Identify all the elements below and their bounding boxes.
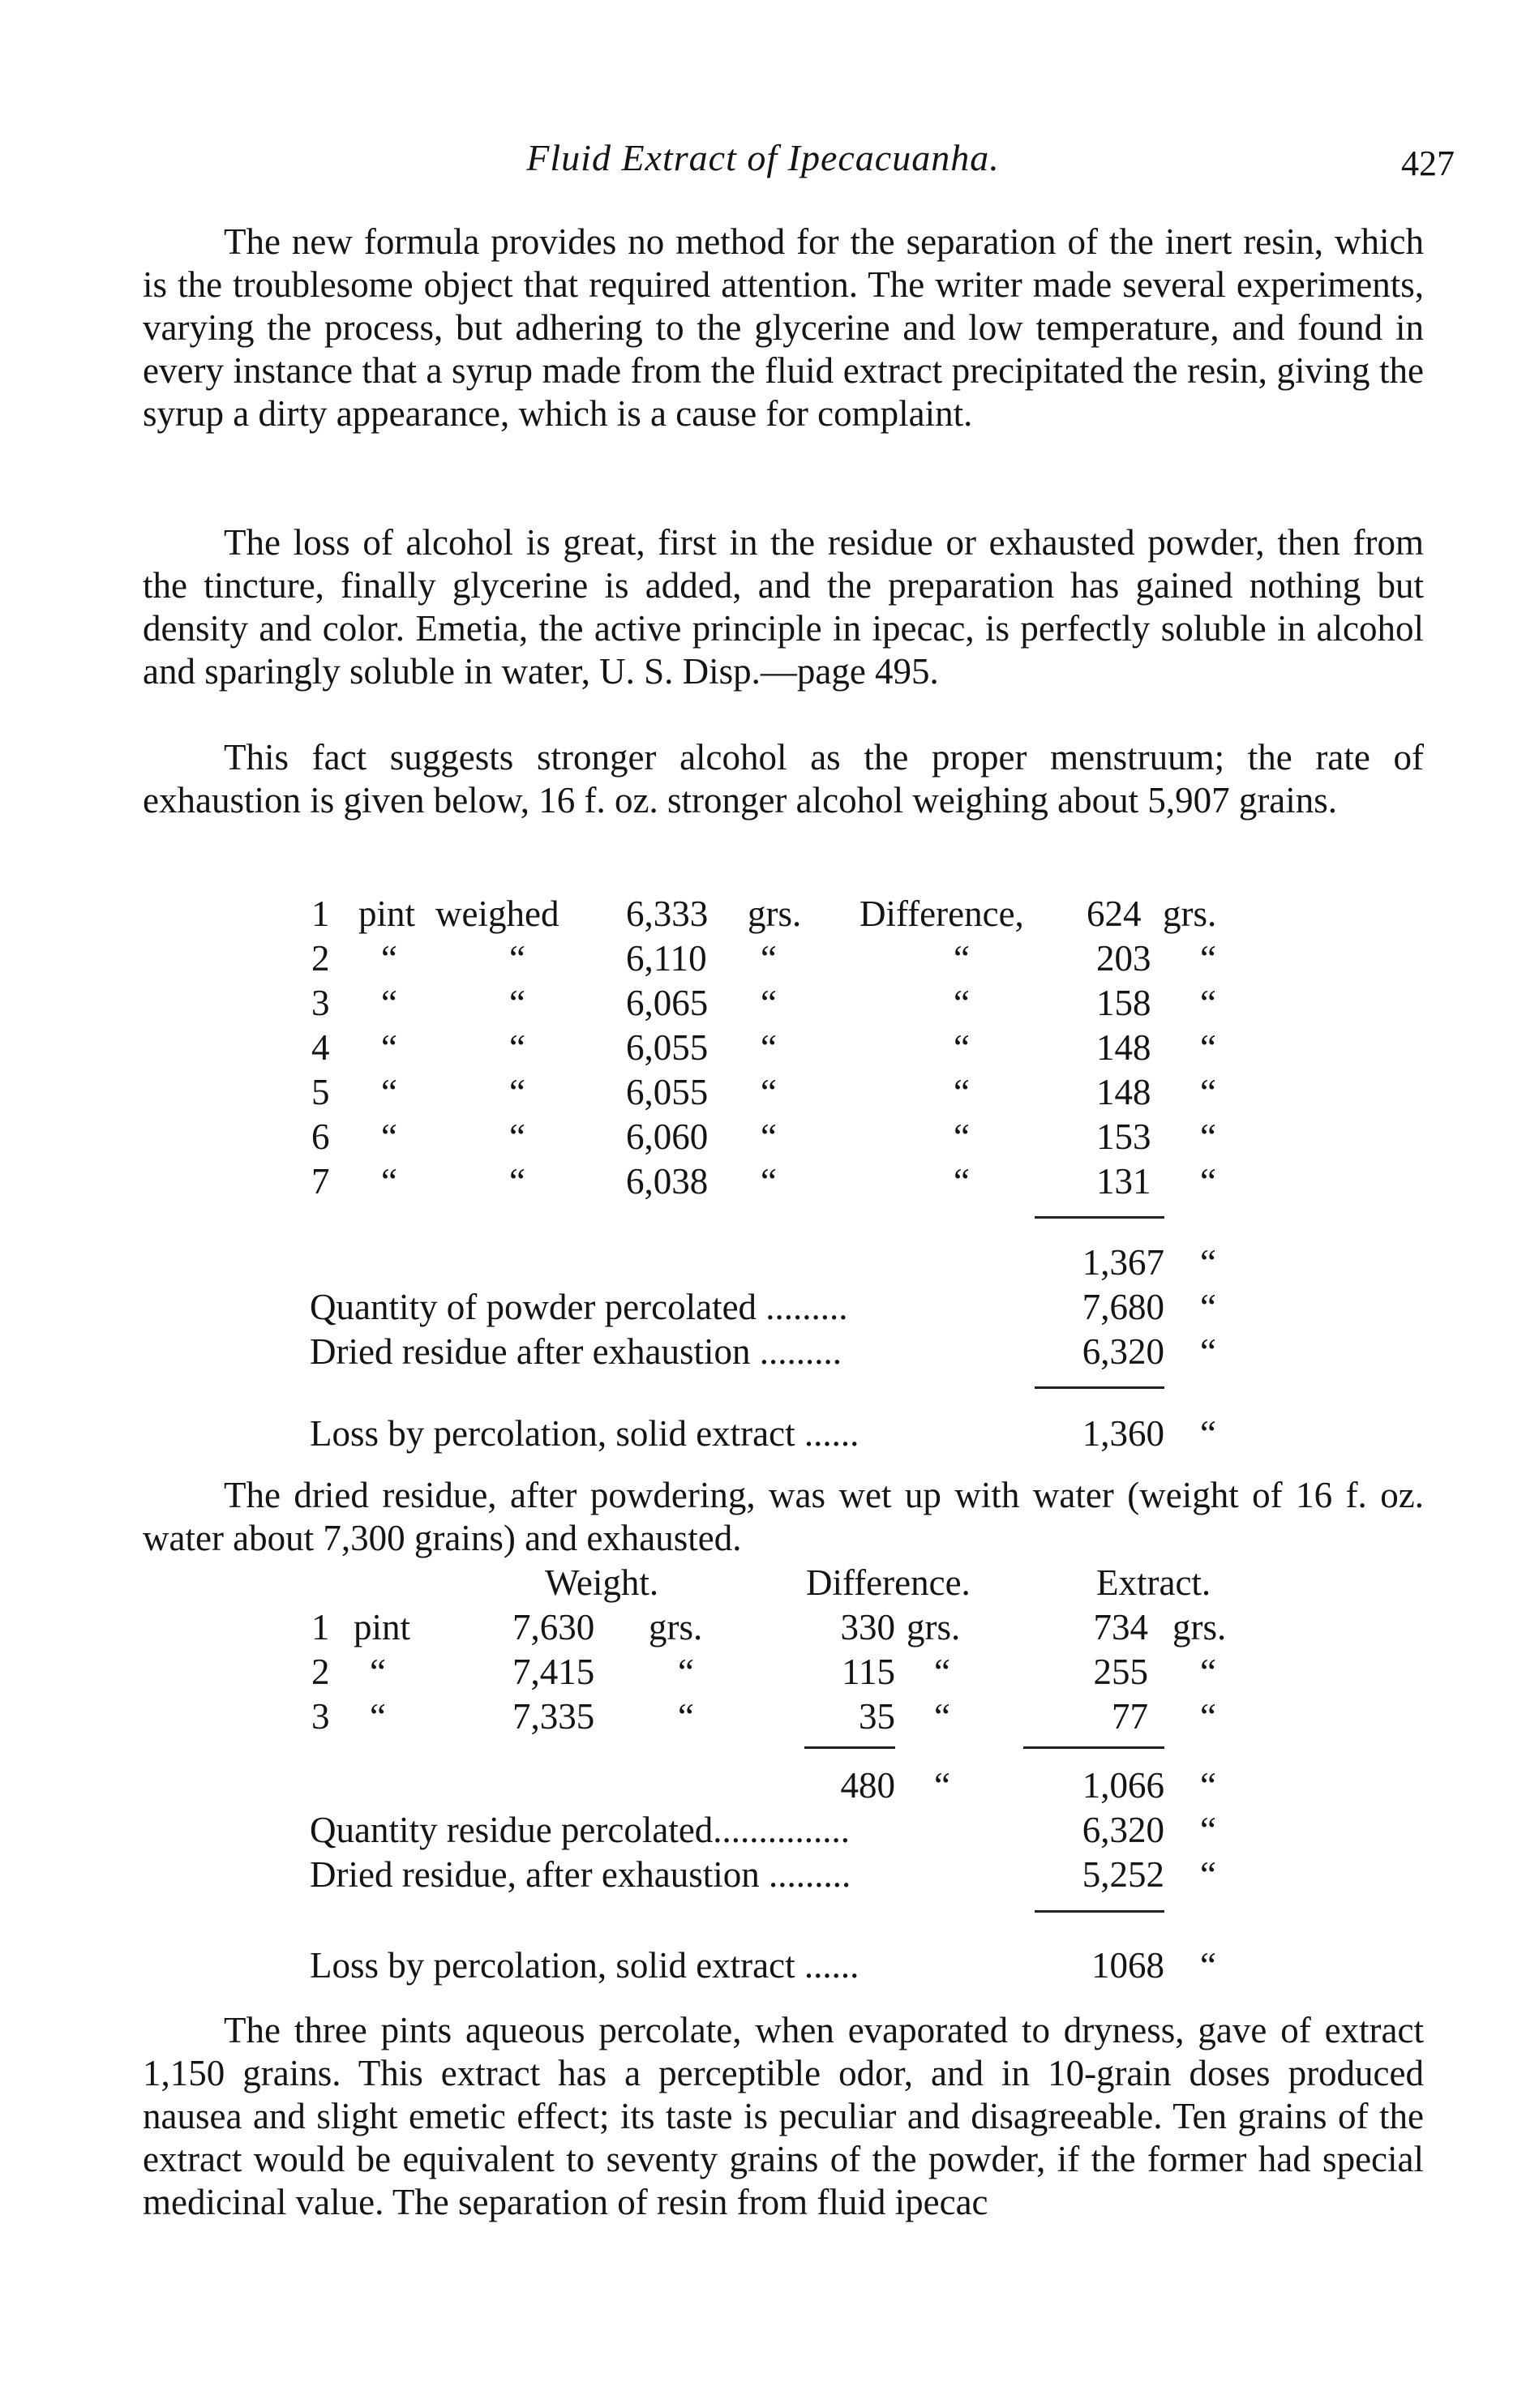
sum-rule bbox=[1023, 1746, 1164, 1749]
column-header-difference: Difference. bbox=[806, 1562, 971, 1603]
paragraph-new-formula: The new formula provides no method for the separation of the inert resin, which is the troublesome object that required attention. The writer made several experiments, varying the process, but adhering to the glycerine and low temperature, and found in every instance that a syrup made from the fluid extract precipitated the resin, giving the syrup a dirty appearance, which is a cause for complaint. bbox=[143, 221, 1424, 434]
sum-rule bbox=[804, 1746, 895, 1749]
paragraph-dried-residue: The dried residue, after powdering, was wet up with water (weight of 16 f. oz. water about 7,300 grains) and exhausted. bbox=[143, 1475, 1424, 1558]
sum-rule bbox=[1035, 1386, 1164, 1389]
paragraph-aqueous-percolate: The three pints aqueous percolate, when evaporated to dryness, gave of extract 1,150 grains. This extract has a perceptible odor, and in 10-grain doses produced nausea and slight emetic effect; its taste is peculiar and disagreeable. Ten grains of the extract would be equivalent to seventy grains of the powder, if the former had special medicinal value. The separation of resin from fluid ipecac bbox=[143, 2010, 1424, 2222]
column-header-extract: Extract. bbox=[1096, 1562, 1211, 1603]
paragraph-loss-of-alcohol: The loss of alcohol is great, first in the residue or exhausted powder, then from the tincture, finally glycerine is added, and the preparation has gained nothing but density and color. Emetia, the active principle in ipecac, is perfectly soluble in alcohol and sparingly soluble in water, U. S. Disp.—page 495. bbox=[143, 522, 1424, 692]
running-header-title: Fluid Extract of Ipecacuanha. bbox=[526, 137, 1000, 178]
paragraph-stronger-alcohol: This fact suggests stronger alcohol as the proper menstruum; the rate of exhaustion is given below, 16 f. oz. stronger alcohol weighing about 5,907 grains. bbox=[143, 737, 1424, 821]
column-header-weight: Weight. bbox=[545, 1562, 659, 1603]
sum-rule bbox=[1035, 1910, 1164, 1913]
book-page: Fluid Extract of Ipecacuanha. 427 The new formula provides no method for the separation of the inert resin, which is the troublesome object that required attention. The writer made several experiments, varying the process, but adhering to the glycerine and low temperature, and found in every instance that a syrup made from the fluid extract precipitated the resin, giving the syrup a dirty appearance, which is a cause for complaint. The loss of alcohol is great, first in the residue or exhausted powder, then from the tincture, finally glycerine is added, and the preparation has gained nothing but density and color. Emetia, the active principle in ipecac, is perfectly soluble in alcohol and sparingly soluble in water, U. S. Disp.—page 495. This fact suggests stronger alcohol as the proper menstruum; the rate of exhaustion is given below, 16 f. oz. stronger alcohol weighing about 5,907 grains. 1 pint weighed 6,333 grs. Difference, 624 grs. 2 “ “ 6,110 “ “ 203 “ 3 “ “ 6,065 “ “ 158 “ 4 “ “ 6,055 “ “ 148 “ 5 “ “ 6,055 “ “ 148 “ 6 “ “ 6,060 “ “ 153 “ 7 “ “ 6,038 “ “ 131 “ 1,367 “ Quantity of powder percolated ......... 7,680 “ Dried residue after exhaustion ......... 6,320 “ Loss by percolation, solid extract ...... 1,360 “ The dried residue, after powdering, was wet up with water (weight of 16 f. oz. water about 7,300 grains) and exhausted. Weight. Difference. Extract. 1 pint 7,630 grs. 330 grs. 734 grs. 2 “ 7,415 “ 115 “ 255 “ 3 “ 7,335 “ 35 “ 77 “ 480 “ 1,066 “ Quantity residue percolated............... 6,320 “ Dried residue, after exhaustion ......... 5,252 “ Loss by percolation, solid extract ...... 1068 “ The three pints aqueous percolate, when evaporated to dryness, gave of extract 1,150 grains. This extract has a perceptible odor, and in 10-grain doses produced nausea and slight emetic effect; its taste is peculiar and disagreeable. Ten grains of the extract would be equivalent to seventy grains of the powder, if the former had special medicinal value. The separation of resin from fluid ipecac bbox=[0, 0, 1526, 2408]
sum-rule bbox=[1035, 1216, 1164, 1219]
page-number: 427 bbox=[1401, 144, 1455, 183]
